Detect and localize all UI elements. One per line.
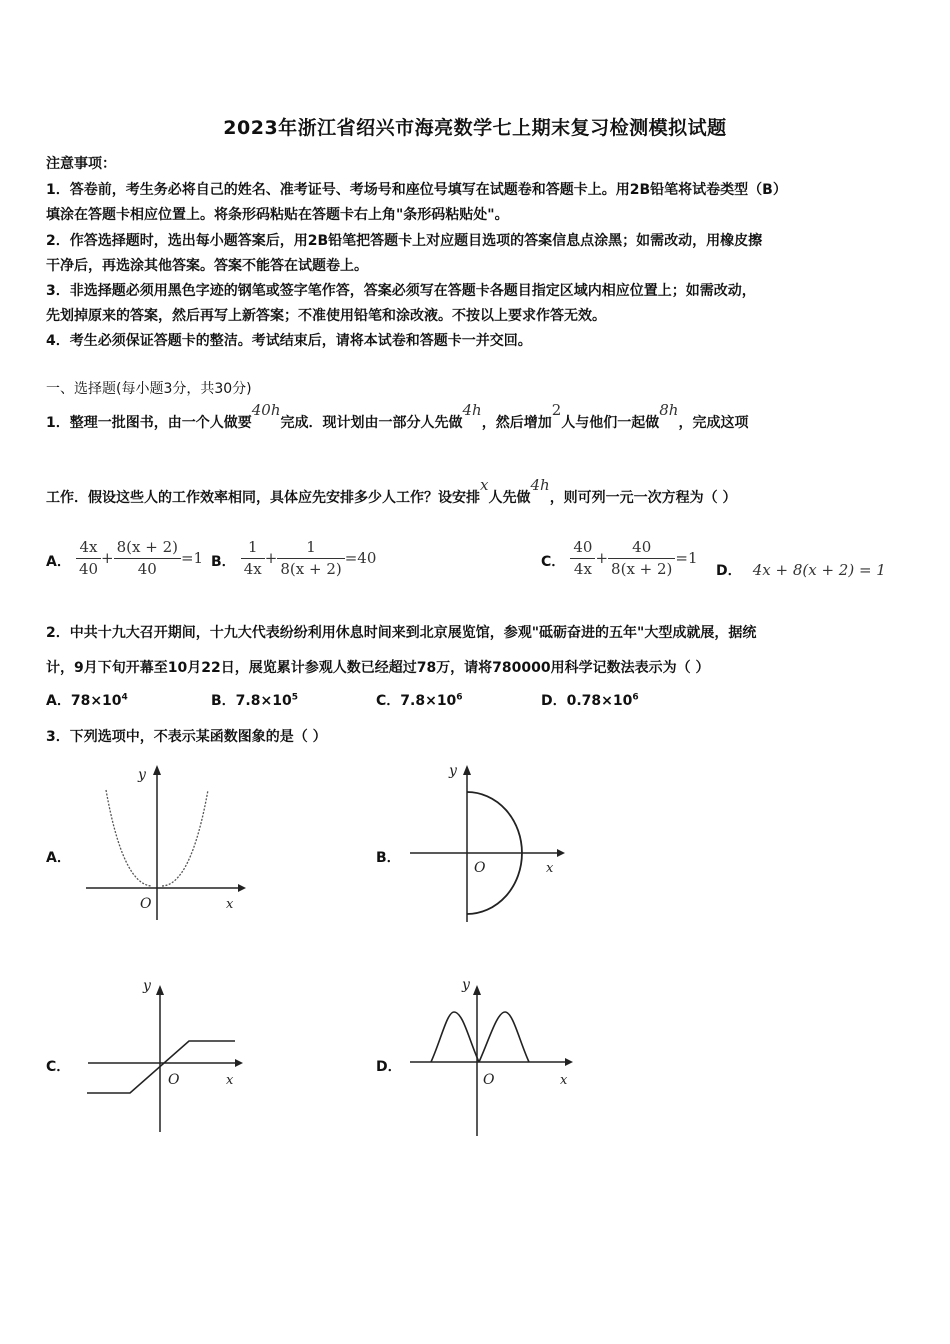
q1-math-4h: 4h xyxy=(462,401,482,419)
q2-option-a-label: A． xyxy=(46,693,71,709)
q2-option-c[interactable] xyxy=(376,690,463,710)
q1-text-1: 1．整理一批图书，由一个人做要 xyxy=(46,415,252,431)
q1-math-40h: 40h xyxy=(251,401,281,419)
q2-option-c-label: C． xyxy=(376,693,401,709)
q1-option-a-rhs: =1 xyxy=(180,549,204,567)
q1-text-7: 人先做 xyxy=(488,490,531,506)
q2-option-c-base: 7.8×10 xyxy=(400,693,457,709)
q2-option-b-base: 7.8×10 xyxy=(235,693,292,709)
q2-option-d[interactable] xyxy=(541,690,639,710)
graph-c-y-arrow xyxy=(156,985,164,995)
q1-option-b[interactable]: B． $\frac{1}{4x}$ + $\frac{1}{8(x + 2)}$ =40 xyxy=(211,538,377,578)
q3-option-d-label[interactable]: D． xyxy=(376,1059,402,1075)
graph-a-curve-left xyxy=(106,790,152,886)
q1-option-b-label: B． xyxy=(211,554,236,570)
graph-d-x-arrow xyxy=(565,1058,573,1066)
q1-option-d-label: D． xyxy=(716,563,742,579)
notice-line-4: 4．考生必须保证答题卡的整洁。考试结束后，请将本试卷和答题卡一并交回。 xyxy=(46,333,532,349)
notice-line-2b: 干净后，再选涂其他答案。答案不能答在试题卷上。 xyxy=(46,258,368,274)
q2-option-b[interactable] xyxy=(211,690,298,710)
q1-text-8: ，则可列一元一次方程为（ ） xyxy=(549,490,737,506)
graph-a-y-arrow xyxy=(153,765,161,775)
q2-option-a-base: 78×10 xyxy=(70,693,122,709)
q1-option-c-rhs: =1 xyxy=(675,549,698,567)
q1-option-b-frac-1: $\frac{1}{4x}$ xyxy=(241,537,265,580)
graph-c-x-label: x xyxy=(226,1073,234,1088)
graph-d-y-label: y xyxy=(462,977,470,993)
graph-b-origin: O xyxy=(474,860,486,876)
q1-option-b-frac-2: $\frac{1}{8(x + 2)}$ xyxy=(277,537,344,580)
section-heading: 一、选择题(每小题3分，共30分) xyxy=(46,381,252,397)
q2-option-d-base: 0.78×10 xyxy=(566,693,633,709)
graph-c-x-arrow xyxy=(235,1059,243,1067)
q1-text-2: 完成．现计划由一部分人先做 xyxy=(280,415,463,431)
q1-text-3: ，然后增加 xyxy=(481,415,552,431)
q1-option-a-label: A． xyxy=(46,554,71,570)
graph-d-origin: O xyxy=(483,1072,495,1088)
q1-option-d[interactable] xyxy=(716,560,886,580)
q1-text-4: 人与他们一起做 xyxy=(561,415,660,431)
q3-graph-c[interactable] xyxy=(80,970,250,1140)
q2-option-b-exp: 5 xyxy=(291,692,298,703)
q3-option-b-label[interactable]: B． xyxy=(376,850,401,866)
q1-option-a[interactable]: A． $\frac{4x}{40}$ + $\frac{8(x + 2)}{40}$ =1 xyxy=(46,538,204,578)
graph-c-curve xyxy=(87,1041,235,1093)
graph-b-x-arrow xyxy=(557,849,565,857)
q1-math-8h: 8h xyxy=(659,401,679,419)
q3-graph-a[interactable] xyxy=(80,755,250,930)
graph-a-curve-right xyxy=(162,790,208,886)
page-title: 2023年浙江省绍兴市海亮数学七上期末复习检测模拟试题 xyxy=(223,117,727,139)
q3-graph-d[interactable] xyxy=(405,970,580,1140)
q2-option-d-label: D． xyxy=(541,693,567,709)
q1-math-4h-b: 4h xyxy=(530,476,550,494)
notice-line-1b: 填涂在答题卡相应位置上。将条形码粘贴在答题卡右上角"条形码粘贴处"。 xyxy=(46,207,509,223)
graph-c-y-label: y xyxy=(143,978,151,994)
graph-b-x-label: x xyxy=(546,861,554,876)
q2-line-1: 2．中共十九大召开期间，十九大代表纷纷利用休息时间来到北京展览馆，参观"砥砺奋进的五年"大型成就展，据统 xyxy=(46,625,757,641)
q1-option-b-rhs: =40 xyxy=(344,549,377,567)
q1-option-c-frac-2: $\frac{40}{8(x + 2)}$ xyxy=(608,537,675,580)
q2-option-b-label: B． xyxy=(211,693,236,709)
q1-option-c[interactable]: C． $\frac{40}{4x}$ + $\frac{40}{8(x + 2)}$ =1 xyxy=(541,538,698,578)
q2-option-a[interactable] xyxy=(46,690,128,710)
graph-a-origin: O xyxy=(140,896,152,912)
q1-text-5: ，完成这项 xyxy=(678,415,749,431)
q3-stem: 3．下列选项中，不表示某函数图象的是（ ） xyxy=(46,729,327,745)
graph-d-x-label: x xyxy=(560,1073,568,1088)
q1-math-x: x xyxy=(480,476,489,494)
q2-line-2: 计，9月下旬开幕至10月22日，展览累计参观人数已经超过78万，请将780000用科学记数法表示为（ ） xyxy=(46,660,710,676)
graph-d-curve-right xyxy=(479,1012,529,1062)
notice-line-2a: 2．作答选择题时，选出每小题答案后，用2B铅笔把答题卡上对应题目选项的答案信息点涂黑；如需改动，用橡皮擦 xyxy=(46,233,763,249)
q2-option-c-exp: 6 xyxy=(456,692,463,703)
notice-line-3b: 先划掉原来的答案，然后再写上新答案；不准使用铅笔和涂改液。不按以上要求作答无效。 xyxy=(46,308,606,324)
graph-a-y-label: y xyxy=(138,767,146,783)
q1-text-6: 工作．假设这些人的工作效率相同，具体应先安排多少人工作？设安排 xyxy=(46,490,480,506)
notice-line-1a: 1．答卷前，考生务必将自己的姓名、准考证号、考场号和座位号填写在试题卷和答题卡上。用2B铅笔将试卷类型（B） xyxy=(46,182,787,198)
q1-option-a-frac-2: $\frac{8(x + 2)}{40}$ xyxy=(114,537,181,580)
graph-b-y-arrow xyxy=(463,765,471,775)
notice-heading: 注意事项： xyxy=(46,156,116,172)
graph-c-origin: O xyxy=(168,1072,180,1088)
q1-math-2: 2 xyxy=(551,401,562,419)
q1-line-2 xyxy=(46,476,737,507)
q2-option-d-exp: 6 xyxy=(632,692,639,703)
graph-d-y-arrow xyxy=(473,985,481,995)
graph-d-curve-left xyxy=(431,1012,479,1062)
q1-option-c-label: C． xyxy=(541,554,566,570)
q3-graph-b[interactable] xyxy=(405,755,575,930)
notice-line-3a: 3．非选择题必须用黑色字迹的钢笔或签字笔作答，答案必须写在答题卡各题目指定区域内相应位置上；如需改动， xyxy=(46,283,756,299)
graph-b-y-label: y xyxy=(449,763,457,779)
graph-a-x-arrow xyxy=(238,884,246,892)
graph-a-x-label: x xyxy=(226,897,234,912)
q3-option-c-label[interactable]: C． xyxy=(46,1059,71,1075)
q1-line-1 xyxy=(46,401,749,432)
q1-option-a-frac-1: $\frac{4x}{40}$ xyxy=(76,537,101,580)
q1-option-c-frac-1: $\frac{40}{4x}$ xyxy=(570,537,595,580)
q3-option-a-label[interactable]: A． xyxy=(46,850,71,866)
q1-option-d-expr: 4x + 8(x + 2) = 1 xyxy=(752,561,886,579)
q2-option-a-exp: 4 xyxy=(121,692,128,703)
